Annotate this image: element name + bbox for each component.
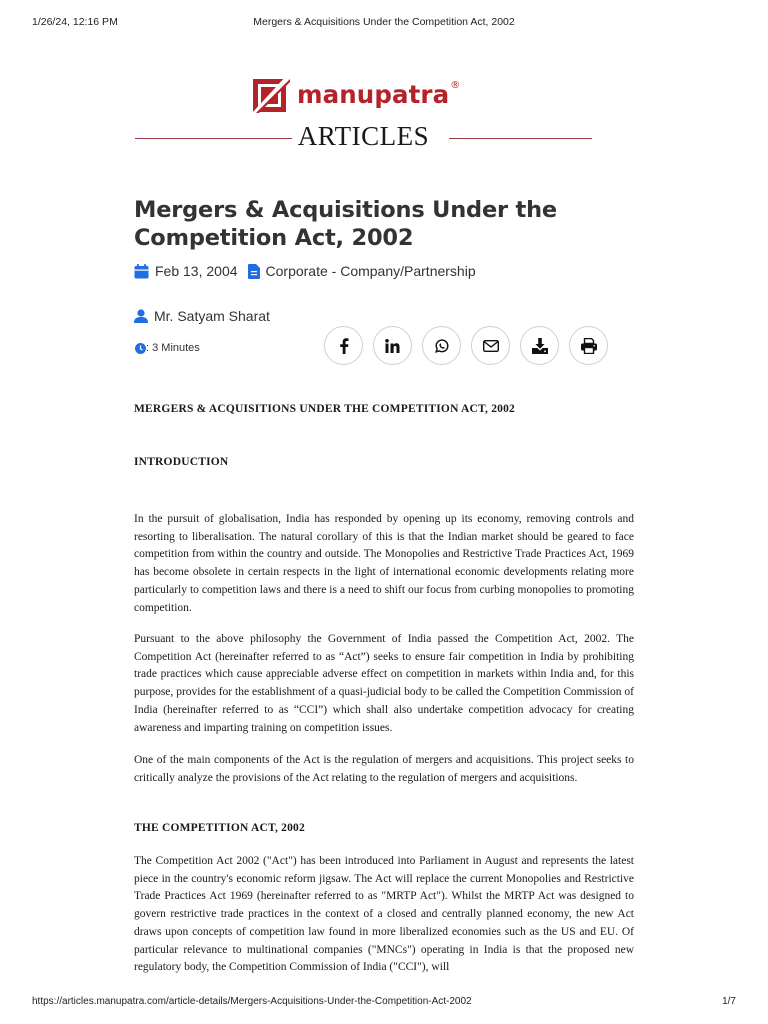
facebook-icon — [339, 338, 349, 354]
author-name[interactable]: Mr. Satyam Sharat — [154, 308, 270, 324]
user-icon — [134, 309, 148, 323]
section-heading-introduction: INTRODUCTION — [134, 456, 229, 468]
share-buttons — [324, 326, 618, 365]
download-button[interactable] — [520, 326, 559, 365]
download-icon — [532, 338, 548, 354]
section-heading-competition-act: THE COMPETITION ACT, 2002 — [134, 822, 305, 834]
share-email-button[interactable] — [471, 326, 510, 365]
share-whatsapp-button[interactable] — [422, 326, 461, 365]
clock-icon — [135, 343, 146, 354]
whatsapp-icon — [434, 338, 450, 354]
print-datetime: 1/26/24, 12:16 PM — [32, 16, 118, 28]
paragraph-3: One of the main components of the Act is the regulation of mergers and acquisitions. This project seeks to critically analyze the provisions of the Act relating to the regulation of mergers and acquisitions. — [134, 754, 634, 784]
print-icon — [581, 338, 597, 354]
registered-mark: ® — [450, 79, 461, 91]
section-label: ARTICLES — [297, 121, 430, 151]
read-time-label: : 3 Minutes — [146, 342, 200, 354]
article-meta — [134, 262, 476, 280]
linkedin-icon — [385, 339, 400, 353]
paragraph-4: The Competition Act 2002 ("Act") has been introduced into Parliament in August and represents the latest piece in the country's economic reform jigsaw. The Act will replace the current Monopolies and Restrictive Trade Practices Act 1969 (hereinafter referred to as "MRTP Act"). Whilst the MRTP Act was designed to govern restrictive trade practices in the context of a closed and centrally planned economy, the new Act draws upon concepts of competition law found in more liberalized economies such as the US and EU. Of particular relevance to multinational companies ("MNCs") operating in India is that the proposed new regulatory body, the Competition Commission of India ("CCI"), will — [134, 855, 634, 974]
publish-date: Feb 13, 2004 — [155, 263, 238, 279]
manupatra-logo-icon — [251, 75, 291, 115]
article-category[interactable]: Corporate - Company/Partnership — [265, 263, 476, 279]
article-title: Mergers & Acquisitions Under the Competition Act, 2002 — [134, 197, 557, 251]
print-page-number: 1/7 — [722, 996, 736, 1007]
share-linkedin-button[interactable] — [373, 326, 412, 365]
read-time — [135, 341, 200, 355]
divider-right — [449, 138, 592, 139]
logo-wordmark: manupatra — [297, 79, 450, 109]
print-header — [32, 16, 736, 30]
author-row — [134, 307, 270, 325]
article-heading-main: MERGERS & ACQUISITIONS UNDER THE COMPETITION ACT, 2002 — [134, 403, 515, 415]
print-footer — [32, 996, 736, 1010]
manupatra-logo[interactable] — [251, 74, 460, 116]
share-facebook-button[interactable] — [324, 326, 363, 365]
print-page-title: Mergers & Acquisitions Under the Competition Act, 2002 — [253, 16, 515, 28]
print-button[interactable] — [569, 326, 608, 365]
paragraph-1: In the pursuit of globalisation, India has responded by opening up its economy, removing controls and resorting to liberalisation. The natural corollary of this is that the Indian market should be geared to face competition from within the country and outside. The Monopolies and Restrictive Trade Practices Act, 1969 has become obsolete in certain respects in the light of international economic developments relating more particularly to competition laws and there is a need to shift our focus from curbing monopolies to promoting competition. — [134, 513, 634, 614]
calendar-icon — [134, 264, 149, 279]
print-url[interactable]: https://articles.manupatra.com/article-details/Mergers-Acquisitions-Under-the-Competition-Act-2002 — [32, 996, 472, 1007]
section-banner — [135, 121, 592, 155]
document-icon — [248, 264, 260, 279]
paragraph-2: Pursuant to the above philosophy the Government of India passed the Competition Act, 2002. The Competition Act (hereinafter referred to as “Act”) seeks to ensure fair competition in India by prohibiting trade practices which cause appreciable adverse effect on competition in markets within India and, for this purpose, provides for the establishment of a quasi-judicial body to be called the Competition Commission of India (hereinafter referred to as “CCI”) which shall also undertake competition advocacy for creating awareness and imparting training on competition issues. — [134, 633, 634, 734]
email-icon — [483, 340, 499, 352]
